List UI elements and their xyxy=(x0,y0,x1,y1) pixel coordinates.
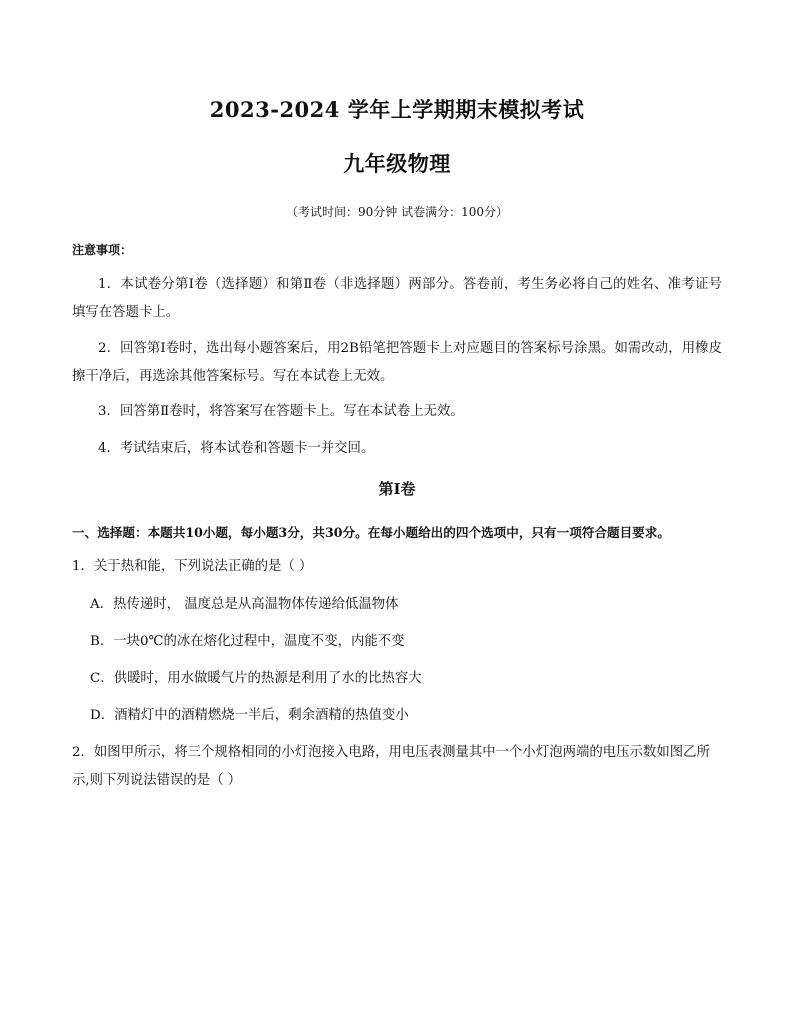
exam-title: 2023-2024 学年上学期期末模拟考试 xyxy=(209,97,585,122)
notice-item: 4．考试结束后，将本试卷和答题卡一并交回。 xyxy=(98,441,375,456)
question-stem: 2．如图甲所示，将三个规格相同的小灯泡接入电路，用电压表测量其中一个小灯泡两端的电压示数如图乙所示,则下列说法错误的是（ ） xyxy=(72,745,710,788)
exam-subtitle: 九年级物理 xyxy=(343,151,451,176)
question-option: B．一块0℃的冰在熔化过程中，温度不变，内能不变 xyxy=(90,634,405,649)
question-option: A．热传递时， 温度总是从高温物体传递给低温物体 xyxy=(90,597,399,612)
notice-heading: 注意事项： xyxy=(72,243,133,257)
notice-item: 1．本试卷分第Ⅰ卷（选择题）和第Ⅱ卷（非选择题）两部分。答卷前，考生务必将自己的姓名、准考证号填写在答题卡上。 xyxy=(72,277,722,320)
exam-info: （考试时间：90分钟 试卷满分：100分） xyxy=(286,205,508,219)
notice-item: 3．回答第Ⅱ卷时，将答案写在答题卡上。写在本试卷上无效。 xyxy=(98,404,464,419)
notice-item: 2．回答第Ⅰ卷时，选出每小题答案后，用2B铅笔把答题卡上对应题目的答案标号涂黑。如需改动，用橡皮擦干净后，再选涂其他答案标号。写在本试卷上无效。 xyxy=(72,341,722,384)
part-heading: 一、选择题：本题共10小题，每小题3分，共30分。在每小题给出的四个选项中，只有一项符合题目要求。 xyxy=(72,525,670,540)
section-heading: 第Ⅰ卷 xyxy=(378,480,416,498)
question-stem: 1．关于热和能，下列说法正确的是（ ） xyxy=(72,559,313,574)
question-option: D．酒精灯中的酒精燃烧一半后，剩余酒精的热值变小 xyxy=(90,708,409,723)
question-option: C．供暖时，用水做暖气片的热源是利用了水的比热容大 xyxy=(90,671,422,686)
